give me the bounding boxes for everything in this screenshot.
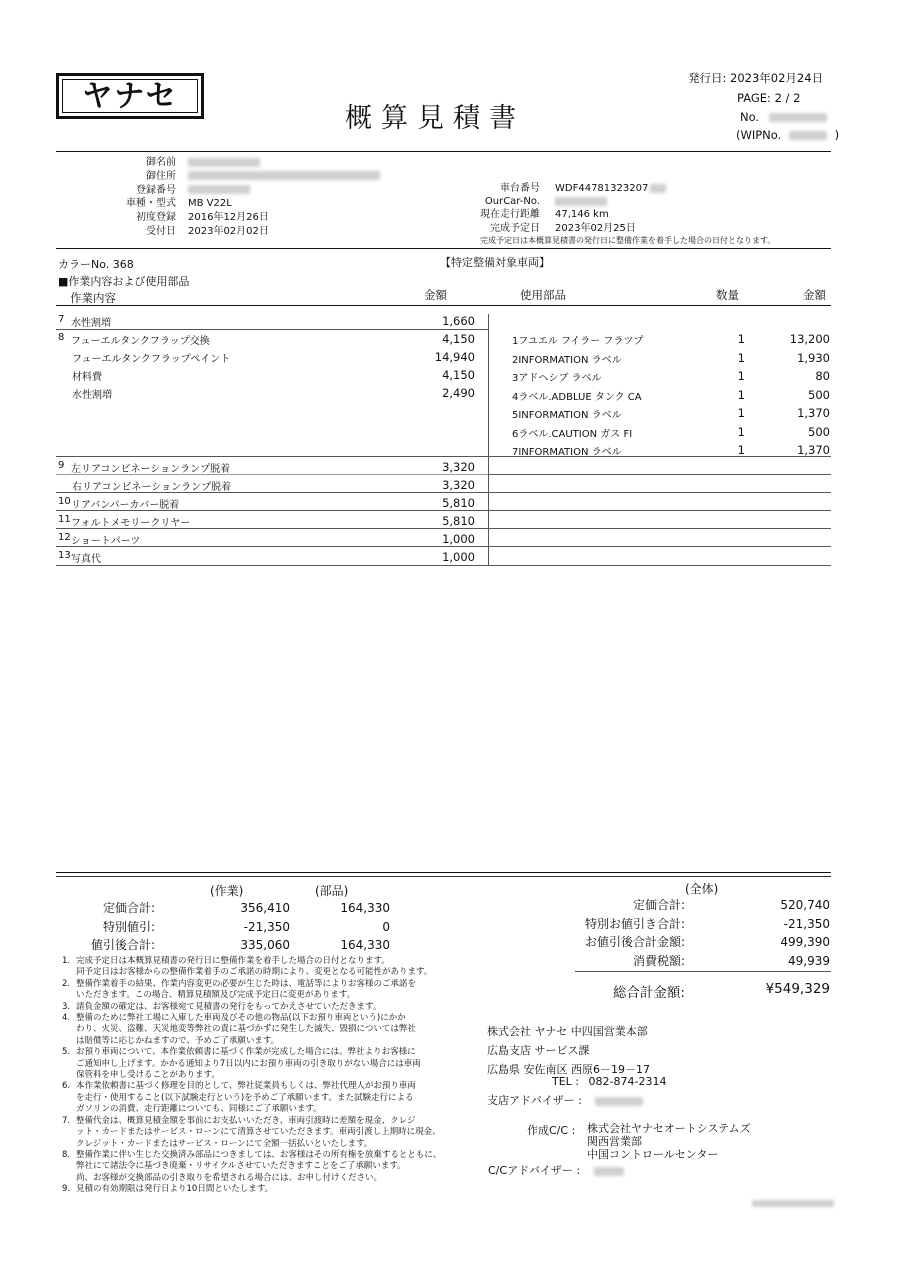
redacted-advisor	[595, 1097, 643, 1106]
customer-address-value	[188, 170, 428, 184]
terms-note-number	[62, 1161, 76, 1172]
redacted-doc-number	[769, 113, 827, 122]
mileage-label: 現在走行距離	[480, 209, 540, 221]
wip-close: )	[834, 128, 840, 142]
phone-value: 082-874-2314	[588, 1075, 667, 1088]
terms-note-text: 尚、お客様が交換部品の引き取りを希望される場合には、お申し付けください。	[76, 1172, 383, 1183]
work-row-divider	[56, 528, 488, 529]
part-name: 6ラベル.CAUTION ガス FI	[512, 428, 633, 440]
cc-advisor	[488, 1162, 624, 1178]
part-name: 7INFORMATION ラベル	[512, 447, 622, 458]
terms-note-text: 見積の有効期限は発行日より10日間といたします。	[76, 1184, 274, 1195]
vehicle-labels	[440, 182, 540, 235]
model-value: MB V22L	[188, 198, 232, 210]
work-discount: -21,350	[243, 919, 290, 934]
special-maintenance-label: 【特定整備対象車両】	[440, 256, 550, 269]
work-item-number: 11	[58, 514, 71, 525]
terms-note-text: を走行・使用すること(以下試験走行という)を予めご了承願います。また試験走行による	[76, 1092, 414, 1103]
overall-tax-label: 消費税額:	[632, 953, 685, 968]
phone-label: TEL :	[552, 1075, 580, 1088]
totals-parts-values	[300, 899, 390, 955]
part-amount: 1,370	[797, 443, 830, 457]
terms-note-number	[62, 1104, 76, 1115]
work-item-amount: 3,320	[442, 478, 475, 492]
terms-note-number: 9.	[62, 1184, 71, 1195]
completion-note: 完成予定日は本概算見積書の発行日に整備作業を着手した場合の日付となります。	[480, 236, 776, 245]
work-row-divider	[56, 492, 488, 493]
terms-note-line	[62, 979, 457, 990]
branch-advisor-label: 支店アドバイザー :	[487, 1094, 582, 1107]
parts-row-divider	[488, 474, 831, 475]
terms-note-line	[62, 967, 457, 978]
company-logo	[56, 73, 204, 119]
part-name: 4ラベル.ADBLUE タンク CA	[512, 391, 642, 403]
issuer-address: 広島県 安佐南区 西原6－19－17	[487, 1063, 650, 1076]
footer-code	[752, 1196, 834, 1209]
terms-note-line	[62, 1070, 457, 1081]
issue-date-label: 発行日:	[688, 71, 727, 85]
page-label: PAGE:	[737, 91, 771, 105]
part-name: 1フユエル フイラー フラツプ	[512, 336, 644, 347]
chassis-label: 車台番号	[500, 183, 540, 194]
part-amount: 1,370	[797, 406, 830, 420]
work-item-name: フューエルタンクフラップ交換	[71, 336, 210, 347]
terms-note-number	[62, 1139, 76, 1150]
terms-note-text: 整備代金は、概算見積金額を事前にお支払いいただき、車両引渡時に差額を現金、クレジ	[76, 1115, 416, 1126]
overall-labels	[540, 896, 685, 970]
issuer-branch: 広島支店 サービス課	[487, 1044, 590, 1057]
work-item-name: 水性割増	[71, 318, 111, 329]
parts-amount-column-header: 金額	[803, 288, 826, 302]
parts-row-divider	[488, 492, 831, 493]
work-item-name: 写真代	[71, 554, 101, 565]
work-item-amount: 1,000	[442, 550, 475, 564]
parts-column-header: 使用部品	[520, 288, 566, 302]
terms-note-number: 4.	[62, 1013, 71, 1024]
color-number: カラーNo. 368	[58, 258, 134, 271]
terms-note-number	[62, 1024, 76, 1035]
work-after-discount: 335,060	[240, 938, 290, 952]
terms-note-line	[62, 1059, 457, 1070]
wip-label: (WIPNo.	[736, 128, 782, 142]
work-item-amount: 1,660	[442, 314, 475, 328]
terms-note-line	[62, 1024, 457, 1035]
terms-note-text: 同予定日はお客様からの整備作業着手のご承諾の時期により、変更となる可能性があります。	[76, 967, 433, 978]
work-item-number: 10	[58, 496, 71, 507]
overall-after-discount-value: 499,390	[780, 935, 830, 949]
created-by-company: 株式会社ヤナセオートシステムズ	[587, 1122, 751, 1135]
work-item-number: 7	[58, 314, 65, 325]
registration-value	[188, 184, 428, 198]
totals-parts-header: (部品)	[315, 884, 349, 898]
redacted-footer-code	[752, 1200, 834, 1207]
customer-address-label: 御住所	[146, 170, 176, 182]
terms-note-number: 8.	[62, 1149, 71, 1160]
model-label: 車種・型式	[126, 198, 176, 210]
part-name: 3アドヘシブ ラベル	[512, 373, 602, 384]
terms-note-line	[62, 1081, 457, 1092]
customer-values	[188, 156, 428, 239]
parts-list-total: 164,330	[340, 901, 390, 915]
terms-note-number	[62, 1173, 76, 1184]
created-by-block	[587, 1122, 751, 1161]
parts-after-discount: 164,330	[340, 938, 390, 952]
issuer-company: 株式会社 ヤナセ 中四国営業本部	[487, 1025, 648, 1038]
terms-note-text: は賠償等に応じかねますので、予めご了承願います。	[76, 1035, 280, 1046]
work-after-discount-label: 値引後合計:	[90, 938, 155, 952]
terms-note-text: 整備作業着手の結果、作業内容変更の必要が生じた時は、電話等によりお客様のご承諾を	[76, 978, 417, 989]
terms-note-text: 弊社にて諸法令に基づき廃棄・リサイクルさせていただきますことをご了承願います。	[76, 1161, 406, 1172]
terms-note-line	[62, 1047, 457, 1058]
terms-note-line	[62, 1184, 457, 1195]
terms-note-number: 1.	[62, 956, 71, 966]
terms-note-number: 2.	[62, 978, 71, 989]
terms-note-number	[62, 1127, 76, 1138]
terms-note-line	[62, 956, 457, 967]
part-quantity: 1	[737, 387, 745, 402]
work-item-name: ショートパーツ	[71, 536, 141, 547]
part-quantity: 1	[737, 406, 745, 420]
terms-note-number: 5.	[62, 1047, 71, 1058]
overall-values	[720, 896, 830, 970]
work-item-name: フューエルタンクフラップペイント	[72, 354, 231, 365]
completion-value: 2023年02月25日	[555, 222, 636, 234]
work-item-name: 左リアコンビネーションランプ脱着	[71, 464, 231, 475]
terms-note-number	[62, 990, 76, 1001]
overall-list-value: 520,740	[780, 898, 830, 912]
terms-note-number	[62, 1070, 76, 1081]
work-item-number: 8	[58, 332, 65, 343]
work-item-number: 12	[58, 532, 71, 543]
redacted-wip-number	[789, 131, 827, 140]
work-item-amount: 2,490	[442, 386, 475, 400]
work-list-total: 356,410	[240, 901, 290, 915]
part-quantity: 1	[737, 350, 745, 365]
work-item-number: 9	[58, 460, 65, 471]
page-indicator	[737, 91, 800, 105]
overall-header: (全体)	[685, 882, 719, 896]
terms-note-text: いただきます。この場合、精算見積額及び完成予定日に変更があります。	[76, 990, 356, 1001]
created-by-label: 作成C/C :	[527, 1124, 576, 1137]
document-title: 概算見積書	[345, 103, 525, 134]
work-row-divider	[56, 546, 488, 547]
work-column-header: 作業内容	[70, 291, 116, 305]
terms-note-line	[62, 990, 457, 1001]
completion-label: 完成予定日	[490, 222, 540, 234]
grand-total-value: ¥549,329	[765, 981, 830, 997]
section-title: ■作業内容および使用部品	[58, 275, 190, 288]
customer-name-label: 御名前	[146, 157, 176, 168]
work-item-amount: 4,150	[442, 368, 475, 382]
parts-discount: 0	[382, 919, 390, 934]
vehicle-values	[555, 182, 795, 235]
redacted-cc-advisor	[594, 1167, 624, 1176]
part-amount: 1,930	[797, 350, 830, 365]
doc-number	[740, 110, 827, 124]
work-row-divider	[56, 510, 488, 511]
issue-date	[688, 70, 823, 86]
part-amount: 500	[808, 387, 830, 402]
first-registration-label: 初度登録	[136, 212, 176, 224]
terms-note-text: ご通知申し上げます。かかる通知より7日以内にお預り車両の引き取りがない場合には車両	[76, 1058, 421, 1069]
received-date-label: 受付日	[146, 225, 176, 237]
created-by-branch: 関西営業部	[587, 1135, 642, 1148]
branch-advisor	[487, 1092, 643, 1108]
parts-row-divider	[488, 528, 831, 529]
terms-note-text: お預り車両について、本作業依頼書に基づく作業が完成した場合には、弊社よりお客様に	[76, 1047, 416, 1058]
work-amount-column-header: 金額	[424, 288, 447, 302]
work-item-name: 水性割増	[72, 390, 112, 401]
chassis-value: WDF44781323207	[555, 182, 795, 195]
totals-labels	[60, 899, 155, 955]
wip-number	[736, 128, 839, 142]
part-quantity: 1	[737, 443, 745, 457]
work-row-divider	[56, 329, 488, 330]
page-value: 2 / 2	[774, 91, 801, 105]
part-quantity: 1	[737, 369, 745, 383]
work-item-amount: 3,320	[442, 460, 475, 474]
terms-note-text: 本作業依頼書に基づく修理を目的として、弊社従業員もしくは、弊社代理人がお預り車両	[76, 1081, 416, 1092]
totals-work-header: (作業)	[210, 884, 244, 898]
customer-labels	[90, 156, 176, 239]
totals-top-rule	[56, 872, 831, 873]
received-date-value: 2023年02月02日	[188, 225, 269, 237]
terms-note-line	[62, 1002, 457, 1013]
work-list-total-label: 定価合計:	[102, 901, 155, 915]
overall-list-label: 定価合計:	[632, 898, 685, 912]
terms-note-number	[62, 1036, 76, 1047]
parts-row-divider	[488, 456, 831, 457]
terms-note-text: 整備作業に伴い生じた交換済み部品につきましては、お客様はその所有権を放棄するとともに、	[76, 1149, 442, 1160]
terms-note-text: ット・カードまたはサービス・ローンにて清算させていただきます。車両引渡し上期時に現金、	[76, 1127, 441, 1138]
work-row-divider	[56, 456, 488, 457]
issuer-phone	[552, 1075, 666, 1088]
grand-total-label: 総合計金額:	[612, 985, 685, 1001]
terms-note-number	[62, 967, 76, 978]
work-item-amount: 1,000	[442, 532, 475, 546]
parts-row-divider	[488, 510, 831, 511]
terms-note-text: わり、火災、盗難、天災地変等弊社の責に基づかずに発生した滅失、毀損については弊社	[76, 1024, 416, 1035]
info-divider	[56, 248, 831, 249]
registration-label: 登録番号	[136, 184, 176, 196]
overall-after-discount-label: お値引後合計金額:	[584, 935, 685, 949]
terms-note-number: 3.	[62, 1001, 71, 1012]
overall-discount-value: -21,350	[783, 916, 830, 931]
totals-work-values	[200, 899, 290, 955]
ourcar-label: OurCar-No.	[484, 196, 540, 208]
terms-note-number: 7.	[62, 1115, 71, 1126]
work-row-divider	[56, 565, 488, 566]
created-by-center: 中国コントロールセンター	[587, 1148, 719, 1161]
work-item-name: 右リアコンビネーションランプ脱着	[72, 482, 232, 493]
parts-row-divider	[488, 546, 831, 547]
work-item-name: フォルトメモリークリヤー	[71, 518, 191, 529]
overall-discount-label: 特別お値引き合計:	[584, 916, 685, 931]
terms-note-text: 完成予定日は本概算見積書の発行日に整備作業を着手した場合の日付となります。	[76, 956, 390, 966]
customer-name-value	[188, 156, 428, 170]
terms-note-line	[62, 1093, 457, 1104]
part-name: 5INFORMATION ラベル	[512, 410, 622, 421]
terms-note-line	[62, 1150, 457, 1161]
part-quantity: 1	[737, 424, 745, 439]
part-amount: 500	[808, 424, 830, 439]
totals-top-rule-second	[56, 876, 831, 877]
column-header-divider	[56, 305, 831, 306]
work-item-amount: 14,940	[434, 350, 475, 364]
ourcar-value	[555, 195, 795, 208]
work-item-amount: 4,150	[442, 332, 475, 346]
terms-note-line	[62, 1161, 457, 1172]
header-divider	[56, 151, 831, 152]
terms-note-line	[62, 1013, 457, 1024]
work-item-amount: 5,810	[442, 514, 475, 528]
doc-number-label: No.	[740, 110, 760, 124]
quantity-column-header: 数量	[716, 288, 739, 302]
terms-note-text: 整備のために弊社工場に入庫した車両及びその他の物品(以下お預り車両という)にかか	[76, 1013, 406, 1024]
work-item-name: リアバンパーカバー脱着	[71, 500, 180, 511]
part-amount: 80	[815, 369, 830, 383]
parts-row-divider	[488, 565, 831, 566]
terms-note-line	[62, 1116, 457, 1127]
part-quantity: 1	[737, 332, 745, 346]
terms-note-text: ガソリンの消費、走行距離についても、同様にご了承願います。	[76, 1104, 322, 1115]
work-item-number: 13	[58, 550, 71, 561]
overall-tax-value: 49,939	[788, 953, 830, 968]
terms-note-number	[62, 1093, 76, 1104]
terms-notes	[62, 956, 457, 1196]
terms-note-line	[62, 1173, 457, 1184]
work-item-amount: 5,810	[442, 496, 475, 510]
issuer-block	[487, 1022, 650, 1079]
terms-note-number	[62, 1059, 76, 1070]
terms-note-line	[62, 1139, 457, 1150]
part-name: 2INFORMATION ラベル	[512, 354, 622, 366]
part-amount: 13,200	[789, 332, 830, 346]
first-registration-value: 2016年12月26日	[188, 212, 269, 224]
terms-note-number: 6.	[62, 1081, 71, 1092]
terms-note-text: クレジット・カードまたはサービス・ローンにて全額一括払いといたします。	[76, 1138, 373, 1149]
terms-note-text: 請負金額の確定は、お客様宛て見積書の発行をもってかえさせていただきます。	[76, 1001, 382, 1012]
terms-note-line	[62, 1104, 457, 1115]
work-item-name: 材料費	[72, 372, 102, 383]
terms-note-line	[62, 1127, 457, 1138]
terms-note-text: 保管料を申し受けることがあります。	[76, 1070, 220, 1081]
cc-advisor-label: C/Cアドバイザー :	[488, 1164, 581, 1177]
terms-note-line	[62, 1036, 457, 1047]
mileage-value: 47,146 km	[555, 209, 609, 221]
company-logo-text: ヤナセ	[62, 79, 198, 113]
grand-total-rule	[575, 971, 831, 972]
work-discount-label: 特別値引:	[102, 919, 155, 934]
work-row-divider	[56, 474, 488, 475]
issue-date-value: 2023年02月24日	[730, 71, 824, 85]
